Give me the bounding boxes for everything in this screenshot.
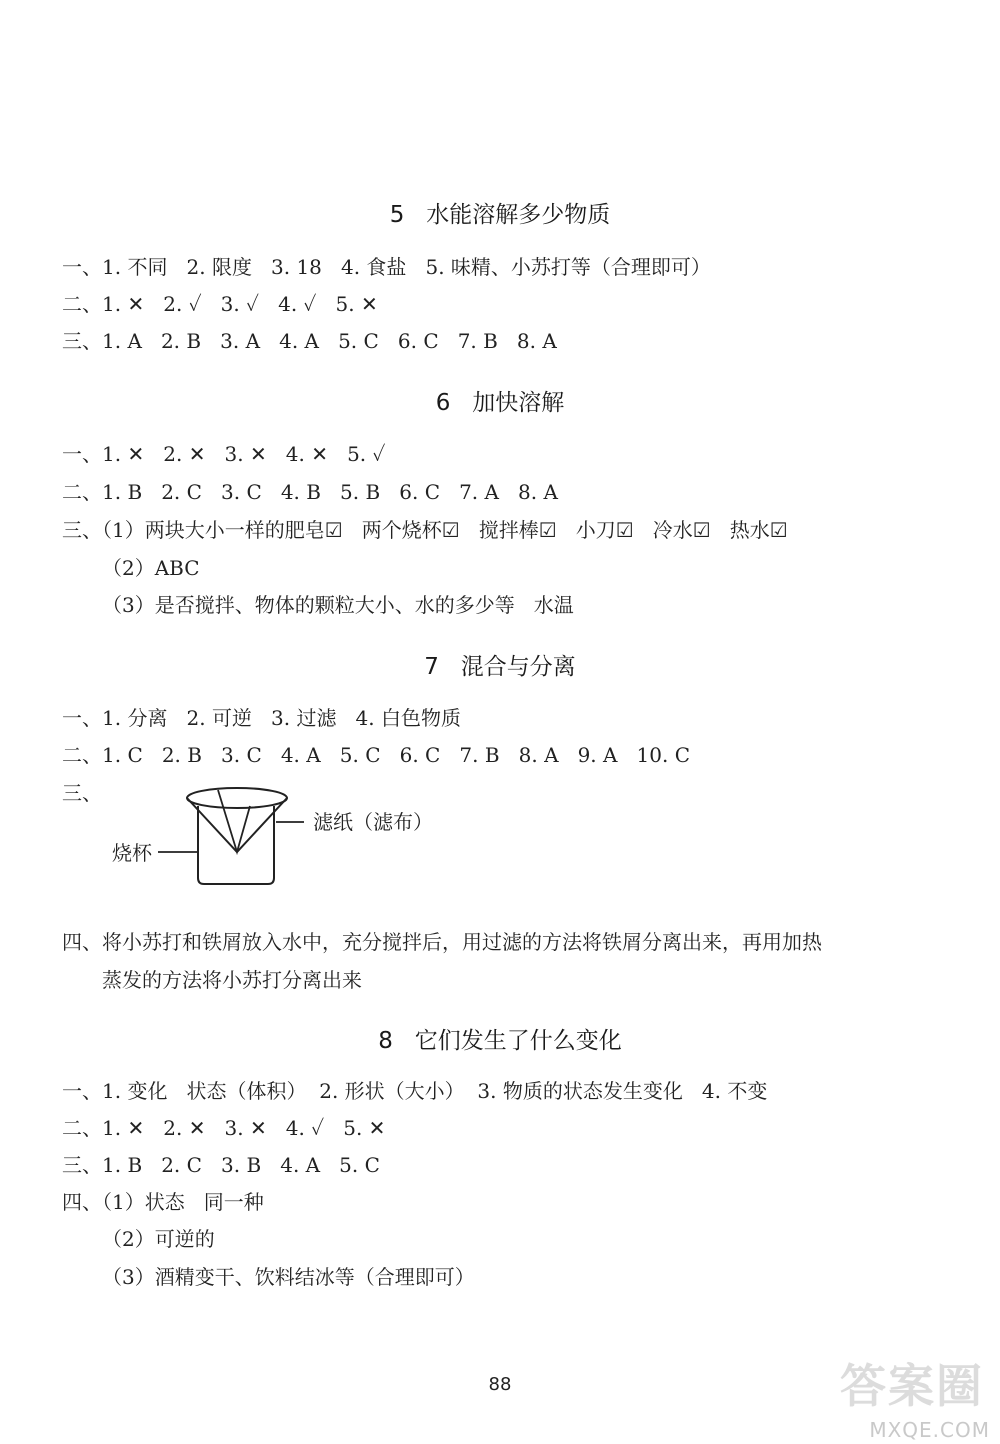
s6-line-1: 一、1. ✕ 2. ✕ 3. ✕ 4. ✕ 5. ✓	[62, 442, 386, 466]
s5-line-3: 三、1. A 2. B 3. A 4. A 5. C 6. C 7. B 8. A	[62, 329, 557, 353]
s7-line-2: 二、1. C 2. B 3. C 4. A 5. C 6. C 7. B 8. A 9. A 10. C	[62, 743, 691, 767]
s8-line-6: （3）酒精变干、饮料结冰等（合理即可）	[102, 1265, 475, 1289]
watermark-url: MXQE.COM	[869, 1418, 990, 1442]
filter-paper-label: 滤纸（滤布）	[313, 810, 433, 834]
page-number: 88	[488, 1374, 512, 1395]
s8-line-1: 一、1. 变化 状态（体积） 2. 形状（大小） 3. 物质的状态发生变化 4. 不变	[62, 1079, 768, 1103]
s7-line-5: 蒸发的方法将小苏打分离出来	[102, 968, 362, 992]
s8-line-4: 四、（1）状态 同一种	[62, 1190, 264, 1214]
s6-line-2: 二、1. B 2. C 3. C 4. B 5. B 6. C 7. A 8. A	[62, 480, 558, 504]
beaker-outline	[198, 806, 274, 884]
s8-line-5: （2）可逆的	[102, 1227, 215, 1251]
section-5-heading: 5 水能溶解多少物质	[389, 202, 611, 228]
section-6-heading: 6 加快溶解	[435, 390, 565, 416]
s7-line-1: 一、1. 分离 2. 可逆 3. 过滤 4. 白色物质	[62, 706, 461, 730]
section-8-heading: 8 它们发生了什么变化	[378, 1028, 622, 1054]
s7-line-4: 四、将小苏打和铁屑放入水中，充分搅拌后，用过滤的方法将铁屑分离出来，再用加热	[62, 930, 822, 954]
filtration-diagram	[100, 778, 440, 898]
watermark	[754, 1352, 994, 1442]
s5-line-1: 一、1. 不同 2. 限度 3. 18 4. 食盐 5. 味精、小苏打等（合理即可）	[62, 255, 711, 279]
s7-line-3: 三、	[62, 781, 102, 805]
s8-line-3: 三、1. B 2. C 3. B 4. A 5. C	[62, 1153, 380, 1177]
watermark-logo: 答案圈	[840, 1359, 984, 1413]
s6-line-3: 三、（1）两块大小一样的肥皂☑ 两个烧杯☑ 搅拌棒☑ 小刀☑ 冷水☑ 热水☑	[62, 518, 788, 542]
s5-line-2: 二、1. ✕ 2. ✓ 3. ✓ 4. ✓ 5. ✕	[62, 292, 378, 316]
section-7-heading: 7 混合与分离	[424, 654, 576, 680]
beaker-label: 烧杯	[112, 841, 152, 865]
s6-line-5: （3）是否搅拌、物体的颗粒大小、水的多少等 水温	[102, 593, 574, 617]
s8-line-2: 二、1. ✕ 2. ✕ 3. ✕ 4. ✓ 5. ✕	[62, 1116, 386, 1140]
funnel-rim	[187, 788, 287, 808]
s6-line-4: （2）ABC	[102, 556, 200, 580]
